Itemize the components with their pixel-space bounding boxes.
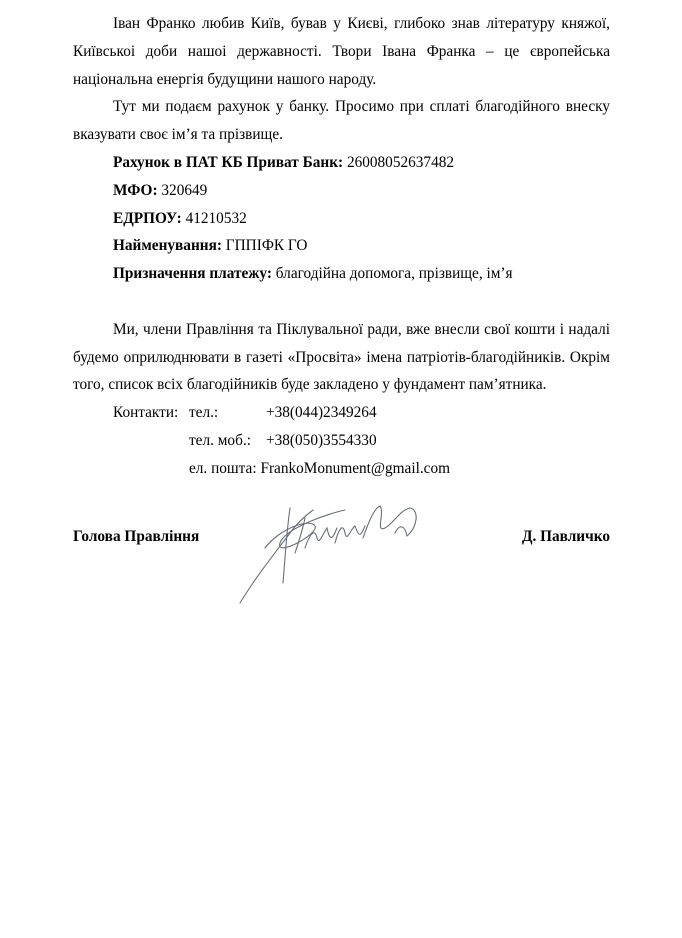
email-label: ел. пошта: [189, 459, 257, 477]
edrpou-value: 41210532 [185, 209, 247, 227]
mobile-label: тел. моб.: [189, 431, 251, 449]
paragraph1-line: національна енергія будущини нашого народу. [73, 70, 377, 88]
account-value: 26008052637482 [346, 153, 455, 171]
email-value[interactable]: FrankoMonument@gmail.com [260, 459, 450, 477]
paragraph3-line: того, список всіх благодійників буде закладено у фундамент пам’ятника. [73, 376, 547, 394]
contact-mobile [73, 427, 610, 455]
bank-mfo [73, 177, 610, 205]
account-label: Рахунок в ПАТ КБ Приват Банк: [113, 153, 344, 171]
contacts-label: Контакти: [113, 404, 179, 422]
bank-account [73, 149, 610, 177]
bank-edrpou [73, 205, 610, 233]
bank-purpose [73, 260, 610, 288]
paragraph3-line: будемо оприлюднювати в газеті «Просвіта» імена патріотів-благодійників. Окрім [73, 348, 610, 366]
name-label: Найменування: [113, 237, 222, 255]
signatory-name: Д. Павличко [521, 528, 610, 545]
phone-label: тел.: [189, 404, 219, 422]
contact-email [73, 455, 610, 483]
purpose-label: Призначення платежу: [113, 265, 272, 283]
document-body [73, 10, 610, 483]
edrpou-label: ЕДРПОУ: [113, 209, 182, 227]
mfo-label: МФО: [113, 181, 158, 199]
paragraph1-line: Київськоі доби нашоі державності. Твори Івана Франка – це європейська [73, 42, 610, 60]
contact-phone [73, 399, 610, 427]
phone-value: +38(044)2349264 [266, 404, 377, 422]
purpose-value: благодійна допомога, прізвище, ім’я [275, 265, 513, 283]
paragraph1-line: Іван Франко любив Київ, бував у Києві, глибоко знав літературу княжої, [113, 15, 610, 32]
mfo-value: 320649 [161, 181, 208, 199]
name-value: ГППІФК ГО [225, 237, 308, 255]
bank-name [73, 232, 610, 260]
paragraph2-line: вказувати своє ім’я та прізвище. [73, 126, 283, 144]
mobile-value: +38(050)3554330 [266, 431, 377, 449]
handwritten-signature [235, 498, 435, 608]
paragraph2-line: Тут ми подаєм рахунок у банку. Просимо при сплаті благодійного внеску [113, 98, 610, 116]
paragraph3-line: Ми, члени Правління та Піклувальної ради, вже внесли свої кошти і надалі [113, 320, 610, 338]
signatory-position: Голова Правління [73, 528, 200, 545]
contacts [73, 399, 610, 482]
